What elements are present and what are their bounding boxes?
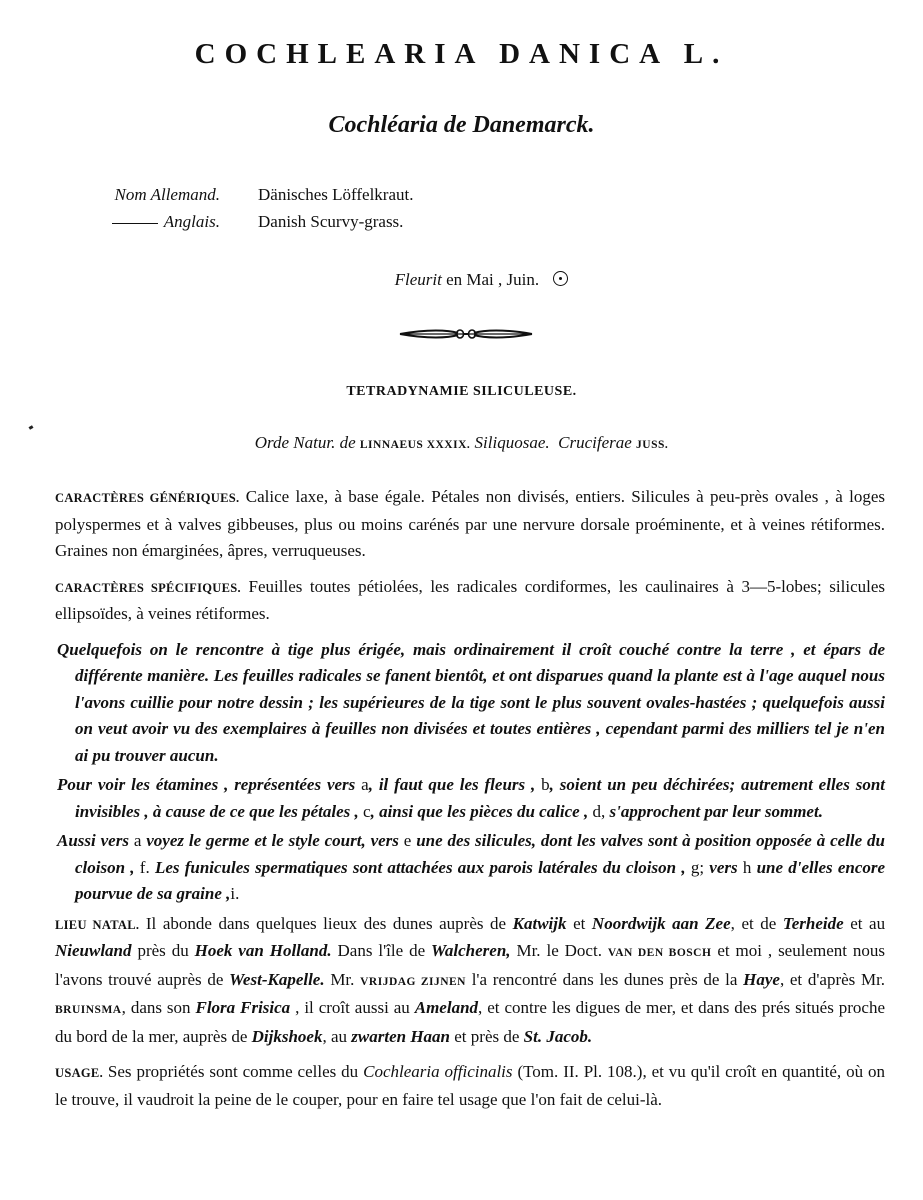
habitat-text-10: l'a rencontré dans les dunes près de la bbox=[471, 969, 738, 989]
english-name-label: Anglais. bbox=[163, 212, 220, 231]
english-name-value: Danish Scurvy-grass. bbox=[258, 212, 404, 231]
order-de: de bbox=[339, 433, 356, 452]
place-zwarten-haan: zwarten Haan bbox=[351, 1026, 451, 1046]
figure-ref-a2: a bbox=[133, 831, 142, 850]
german-name-label: Nom Allemand. bbox=[114, 185, 220, 204]
place-ameland: Ameland bbox=[414, 998, 479, 1017]
common-names bbox=[60, 185, 413, 239]
habitat-paragraph bbox=[55, 911, 885, 1051]
obs2-text-5: s'approchent par leur sommet. bbox=[609, 801, 823, 821]
habitat-text-6: Dans l'île de bbox=[337, 941, 426, 960]
order-linnaeus: LINNAEUS XXXIX. bbox=[359, 439, 471, 451]
obs2-text-1: Pour voir les étamines , représentées vers bbox=[57, 775, 356, 794]
habitat-text-8: et moi , seulement nous l'avons trouvé auprès de bbox=[55, 941, 886, 989]
usage-text-2: (Tom. II. Pl. 108.), et vu qu'il croît en quantité, où on le trouve, il vaudroit la peine de le couper, pour en faire tel usage que l'on fait de celui-là. bbox=[55, 1062, 886, 1109]
english-name-row bbox=[60, 212, 413, 239]
english-name-label-wrap bbox=[60, 212, 220, 232]
ref-cochlearia-officinalis: Cochlearia officinalis bbox=[363, 1062, 513, 1081]
place-noordwijk: Noordwijk aan Zee bbox=[591, 913, 731, 933]
figure-ref-f: f. bbox=[139, 857, 150, 877]
place-walcheren: Walcheren, bbox=[431, 941, 511, 960]
obs3-text-4: Les funicules spermatiques sont attachées aux parois latérales du cloison , bbox=[154, 857, 686, 877]
usage-heading: USAGE. bbox=[55, 1066, 103, 1080]
obs2-text-4: , ainsi que les pièces du calice , bbox=[370, 801, 589, 821]
obs3-text-6: une d'elles encore pourvue de sa graine , bbox=[75, 857, 886, 903]
generic-characters-heading: CARACTÈRES GÉNÉRIQUES. bbox=[55, 491, 240, 505]
stray-ink-mark bbox=[29, 425, 34, 430]
habitat-text-4: et au bbox=[850, 913, 886, 933]
habitat-heading: LIEU NATAL. bbox=[55, 917, 140, 932]
place-katwijk: Katwijk bbox=[512, 913, 567, 933]
flowering-text: en Mai , Juin. bbox=[446, 270, 540, 289]
figure-ref-i: i. bbox=[230, 884, 240, 903]
order-jussieu: JUSS. bbox=[636, 439, 669, 451]
figure-ref-g: g; bbox=[690, 857, 705, 877]
observation-paragraph-2 bbox=[55, 772, 885, 825]
place-nieuwland: Nieuwland bbox=[55, 941, 132, 960]
order-label: Orde Natur. bbox=[254, 433, 336, 452]
generic-characters-text: Calice laxe, à base égale. Pétales non divisés, entiers. Silicules à peu-près ovales , à loges polyspermes et à valves gibbeuses, plus ou moins carénés par une nervure dorsale proéminente, et à veines rétiformes. Graines non émarginées, âpres, verruqueuses. bbox=[55, 487, 886, 560]
flowering-label: Fleurit bbox=[394, 270, 442, 289]
page-subtitle: Cochléaria de Danemarck. bbox=[328, 112, 595, 138]
person-bruinsma: BRUINSMA bbox=[55, 1004, 122, 1016]
figure-ref-c: c bbox=[363, 801, 371, 821]
specific-characters-heading: CARACTÈRES SPÉCIFIQUES. bbox=[55, 580, 241, 595]
observation-paragraph-1: Quelquefois on le rencontre à tige plus érigée, mais ordinairement il croît couché contre la terre , et épars de différente manière. Les feuilles radicales se fanent bientôt, et ont disparues quand la plante est à l'age auquel nous l'avons cuillie pour notre dessin ; les supérieures de la tige sont le plus souvent ovales-hastées ; quelquefois aussi on veut avoir vu des exemplaires à feuilles non divisées et toutes entières , cependant parmi des milliers tel je n'en ai pu trouver aucun. bbox=[57, 639, 885, 765]
habitat-text-16: et près de bbox=[454, 1026, 520, 1046]
habitat-text-13: , il croît aussi au bbox=[295, 998, 410, 1017]
obs3-text-5: vers bbox=[709, 857, 738, 877]
place-haye: Haye bbox=[743, 969, 780, 989]
usage-text-1: Ses propriétés sont comme celles du bbox=[107, 1062, 359, 1081]
habitat-text-9: Mr. bbox=[330, 969, 355, 989]
habitat-text-3: , et de bbox=[730, 913, 777, 933]
order-siliquosae: Siliquosae. bbox=[474, 433, 550, 452]
obs3-text-2: voyez le germe et le style court, vers bbox=[146, 831, 399, 850]
figure-ref-d: d, bbox=[592, 801, 606, 821]
page-title: COCHLEARIA DANICA L. bbox=[194, 38, 729, 70]
book-flora-frisica: Flora Frisica bbox=[195, 998, 291, 1017]
habitat-text-5: près du bbox=[137, 941, 189, 960]
linnaean-class: TETRADYNAMIE SILICULEUSE. bbox=[346, 384, 577, 399]
place-terheide: Terheide bbox=[782, 913, 844, 933]
obs2-text-3: , soient un peu déchirées; autrement elles sont invisibles , à cause de ce que les pétales , bbox=[75, 775, 886, 821]
obs3-text-1: Aussi vers bbox=[57, 831, 129, 850]
habitat-text-12: , dans son bbox=[121, 998, 191, 1017]
description-body bbox=[55, 484, 885, 1122]
ornament-divider-icon bbox=[398, 327, 534, 341]
habitat-text-14: , et contre les digues de mer, et dans des prés situés proche du bord de la mer, auprès de bbox=[55, 998, 886, 1046]
habitat-text-15: , au bbox=[322, 1026, 348, 1046]
person-van-den-bosch: VAN DEN BOSCH bbox=[607, 947, 712, 959]
place-west-kapelle: West-Kapelle. bbox=[229, 969, 325, 989]
order-cruciferae: Cruciferae bbox=[558, 433, 632, 452]
figure-ref-b: b bbox=[541, 775, 550, 794]
obs3-text-3: une des silicules, dont les valves sont à position opposée à celle du cloison , bbox=[75, 831, 886, 877]
flowering-line bbox=[0, 270, 923, 290]
habitat-text-1: Il abonde dans quelques lieux des dunes auprès de bbox=[145, 913, 507, 933]
german-name-row bbox=[60, 185, 413, 212]
ditto-dash bbox=[112, 223, 158, 224]
specific-characters-text: Feuilles toutes pétiolées, les radicales cordiformes, les caulinaires à 3—5-lobes; silicules ellipsoïdes, à veines rétiformes. bbox=[55, 576, 886, 623]
place-st-jacob: St. Jacob. bbox=[523, 1026, 593, 1046]
place-hoek-van-holland: Hoek van Holland. bbox=[194, 941, 332, 960]
specific-characters-paragraph bbox=[55, 574, 885, 628]
habitat-text-2: et bbox=[573, 913, 586, 933]
obs2-text-2: , il faut que les fleurs , bbox=[368, 775, 536, 794]
person-vrijdag-zijnen: VRIJDAG ZIJNEN bbox=[360, 975, 466, 988]
generic-characters-paragraph bbox=[55, 484, 885, 565]
usage-paragraph bbox=[55, 1059, 885, 1113]
habitat-text-11: , et d'après Mr. bbox=[779, 969, 886, 989]
annual-symbol-icon bbox=[553, 271, 568, 286]
figure-ref-e: e bbox=[403, 831, 412, 850]
observation-paragraph-3 bbox=[55, 828, 885, 908]
figure-ref-a: a bbox=[361, 775, 369, 794]
german-name-value: Dänisches Löffelkraut. bbox=[258, 185, 414, 204]
habitat-text-7: Mr. le Doct. bbox=[516, 941, 602, 960]
natural-order-line bbox=[0, 433, 923, 453]
figure-ref-h: h bbox=[742, 857, 752, 877]
place-dijkshoek: Dijkshoek bbox=[251, 1026, 323, 1046]
